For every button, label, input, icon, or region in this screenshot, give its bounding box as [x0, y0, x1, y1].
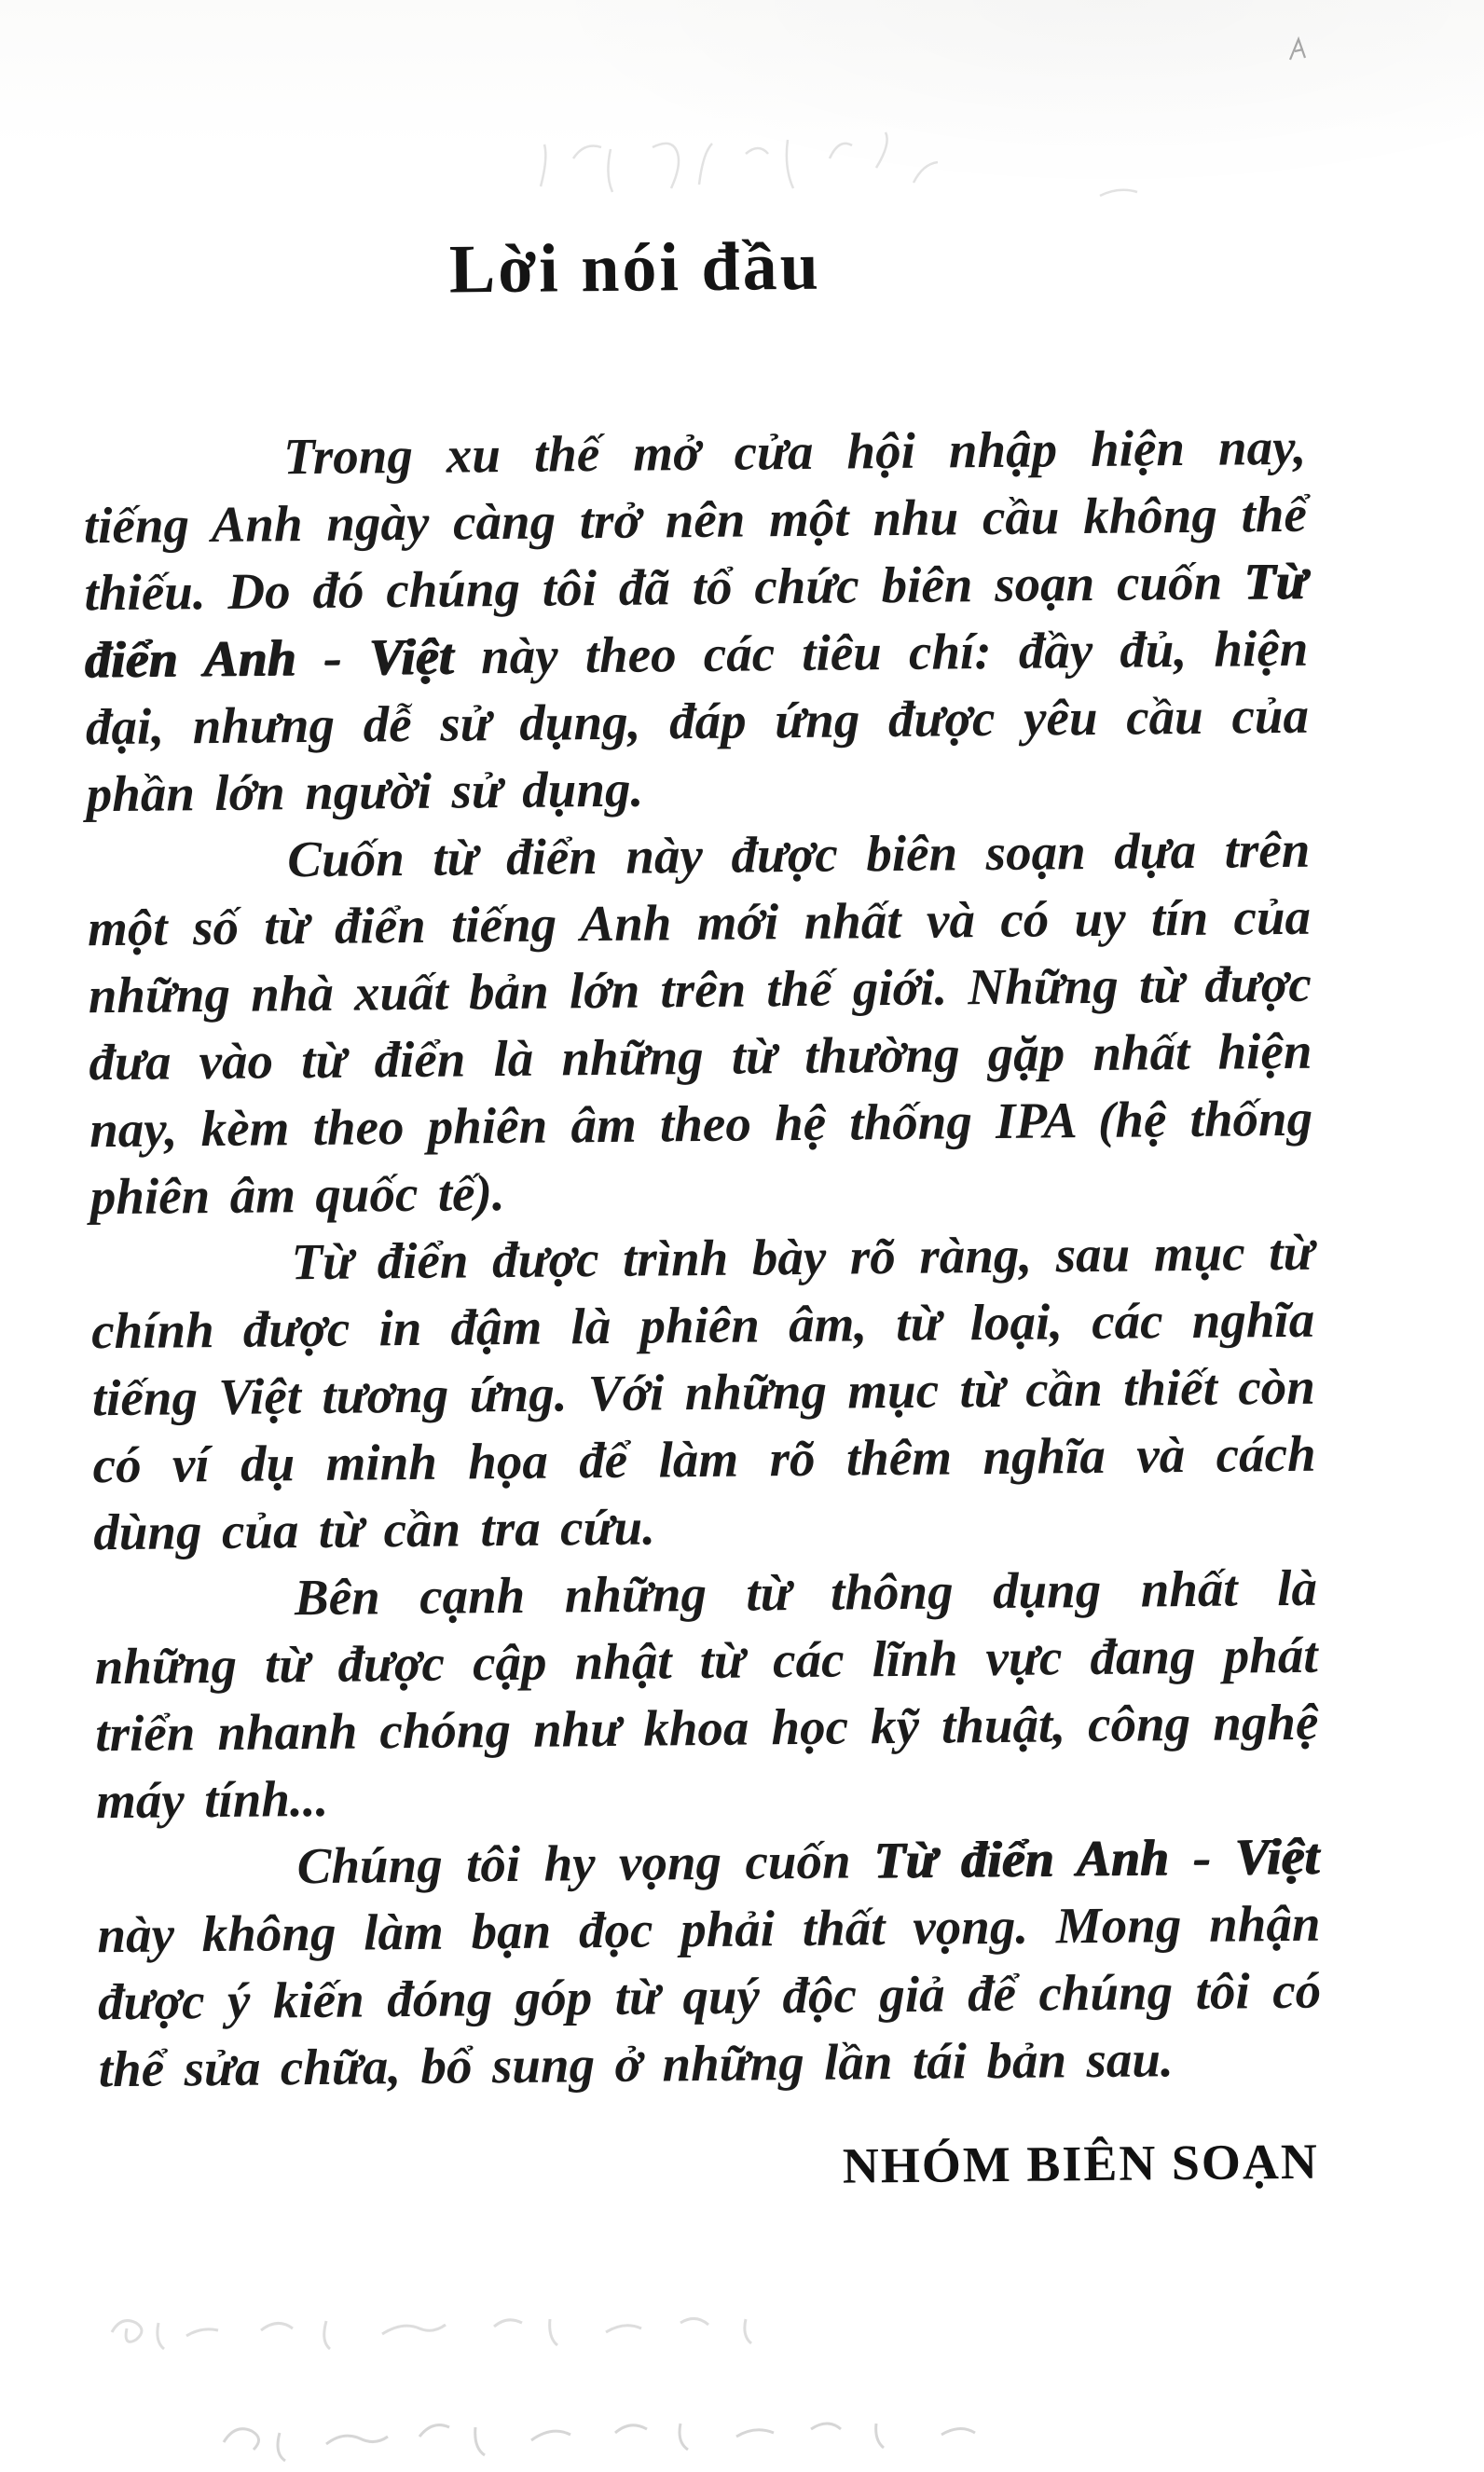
- preface-body: [83, 414, 1322, 2104]
- text-segment: Bên cạnh những từ thông dụng nhất là những từ được cập nhật từ các lĩnh vực đang phát triển nhanh chóng như khoa học kỹ thuật, công nghệ máy tính...: [94, 1559, 1319, 1830]
- emphasized-book-title: Từ điển Anh - Việt: [873, 1827, 1320, 1889]
- page-content: [79, 0, 1326, 2472]
- paragraph: [96, 1823, 1322, 2104]
- paragraph: [90, 1219, 1316, 1567]
- text-segment: này theo các tiêu chí: đầy đủ, hiện đại, nhưng dễ sử dụng, đáp ứng được yêu cầu của phần lớn người sử dụng.: [85, 619, 1310, 823]
- text-segment: Cuốn từ điển này được biên soạn dựa trên một số từ điển tiếng Anh mới nhất và có uy tín của những nhà xuất bản lớn trên thế giới. Những từ được đưa vào từ điển là những từ thường gặp nhất hiện nay, kèm theo phiên âm theo hệ thống IPA (hệ thống phiên âm quốc tế).: [87, 820, 1313, 1226]
- text-segment: Chúng tôi hy vọng cuốn: [296, 1832, 875, 1895]
- emphasized-book-title: Từ điển Anh - Việt: [85, 552, 1308, 689]
- signature: NHÓM BIÊN SOẠN: [842, 2133, 1320, 2194]
- page-title: Lời nói đầu: [448, 227, 822, 309]
- text-segment: Trong xu thế mở cửa hội nhập hiện nay, tiếng Anh ngày càng trở nên một nhu cầu không thể thiếu. Do đó chúng tôi đã tổ chức biên soạn cuốn: [83, 418, 1308, 622]
- paragraph: [87, 817, 1313, 1231]
- text-segment: Từ điển được trình bày rõ ràng, sau mục từ chính được in đậm là phiên âm, từ loại, các nghĩa tiếng Việt tương ứng. Với những mục từ cần thiết còn có ví dụ minh họa để làm rõ thêm nghĩa và cách dùng của từ cần tra cứu.: [90, 1223, 1316, 1561]
- paragraph: [94, 1555, 1320, 1835]
- paragraph: [83, 414, 1310, 829]
- text-segment: này không làm bạn đọc phải thất vọng. Mong nhận được ý kiến đóng góp từ quý độc giả để chúng tôi có thể sửa chữa, bổ sung ở những lần tái bản sau.: [97, 1894, 1322, 2098]
